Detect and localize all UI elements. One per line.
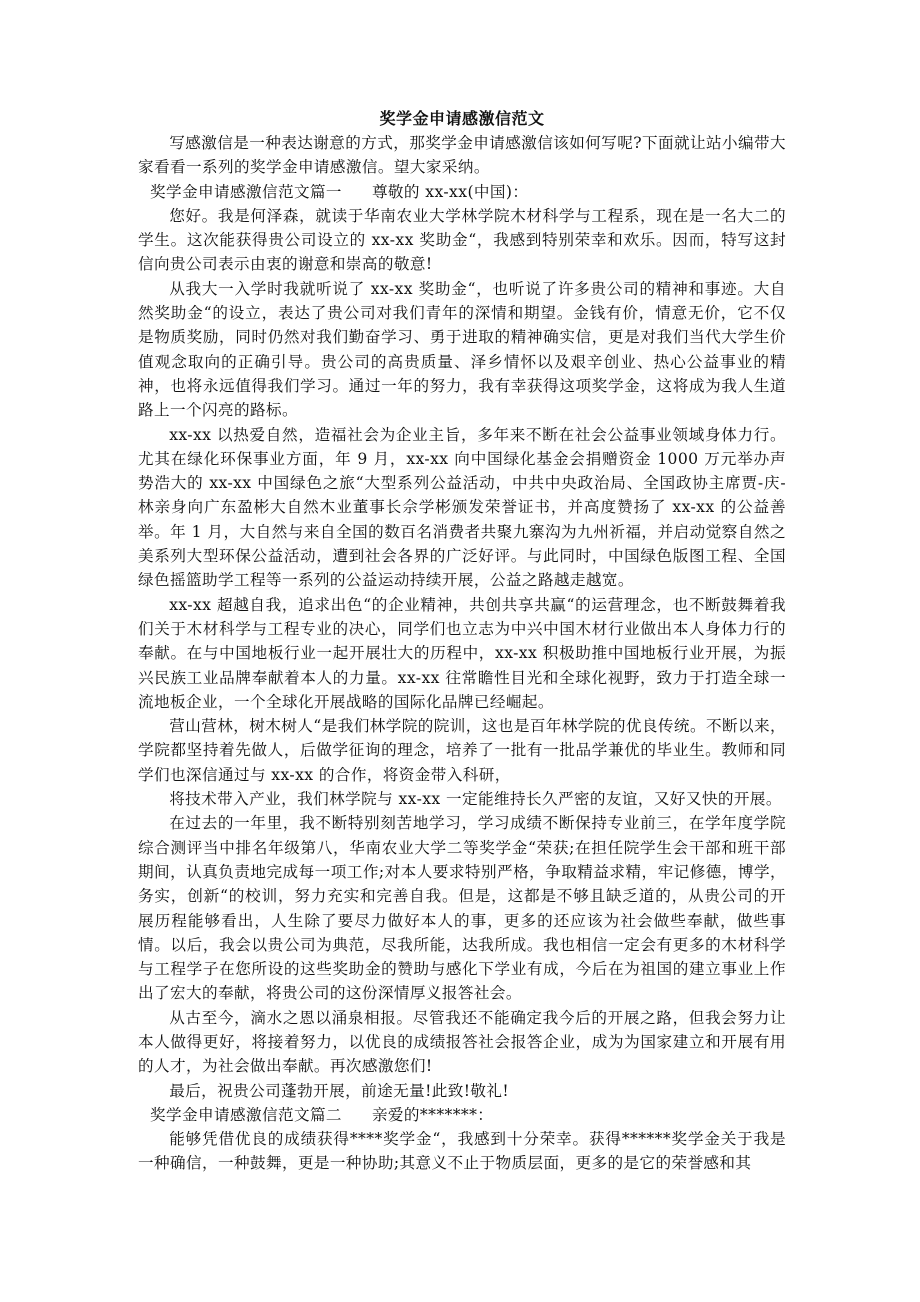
body-paragraph: xx-xx 以热爱自然，造福社会为企业主旨，多年来不断在社会公益事业领域身体力行。尤其在绿化环保事业方面，年 9 月，xx-xx 向中国绿化基金会捐赠资金 1000 万元举办声势浩大的 xx-xx 中国绿色之旅“大型系列公益活动，中共中央政治局、全国政协主席贾-庆-林亲身向广东盈彬大自然木业董事长佘学彬颁发荣誉证书，并高度赞扬了 xx-xx 的公益善举。年 1 月，大自然与来自全国的数百名消费者共聚九寨沟为九州祈福，并启动觉察自然之美系列大型环保公益活动，遭到社会各界的广泛好评。与此同时，中国绿色版图工程、全国绿色摇篮助学工程等一系列的公益运动持续开展，公益之路越走越宽。 [138, 425, 786, 590]
section-heading-2 [138, 1103, 786, 1127]
body-paragraph: 能够凭借优良的成绩获得****奖学金“，我感到十分荣幸。获得******奖学金关于我是一种确信，一种鼓舞，更是一种协助;其意义不止于物质层面，更多的是它的荣誉感和其 [138, 1130, 786, 1173]
body-paragraph: xx-xx 超越自我，追求出色“的企业精神，共创共享共赢“的运营理念，也不断鼓舞着我们关于木材科学与工程专业的决心，同学们也立志为中兴中国木材行业做出本人身体力行的奉献。在与中国地板行业一起开展壮大的历程中，xx-xx 积极助推中国地板行业开展，为振兴民族工业品牌奉献着本人的力量。xx-xx 往常瞻性目光和全球化视野，致力于打造全球一流地板企业，一个全球化开展战略的国际化品牌已经崛起。 [138, 595, 786, 711]
closing-paragraph: 最后，祝贵公司蓬勃开展，前途无量!此致!敬礼! [169, 1081, 510, 1100]
salutation-2: 亲爱的*******： [371, 1105, 494, 1124]
document-title: 奖学金申请感激信范文 [379, 109, 545, 128]
section-heading-1 [138, 180, 786, 204]
document-page [138, 107, 786, 1176]
body-paragraph: 从我大一入学时我就听说了 xx-xx 奖助金“，也听说了许多贵公司的精神和事迹。大自然奖助金“的设立，表达了贵公司对我们青年的深情和期望。金钱有价，情意无价，它不仅是物质奖励，同时仍然对我们勤奋学习、勇于进取的精神确实信，更是对我们当代大学生价值观念取向的正确引导。贵公司的高贵质量、泽乡情怀以及艰辛创业、热心公益事业的精神，也将永远值得我们学习。通过一年的努力，我有幸获得这项奖学金，这将成为我人生道路上一个闪亮的路标。 [138, 279, 786, 420]
body-paragraph: 在过去的一年里，我不断特别刻苦地学习，学习成绩不断保持专业前三，在学年度学院综合测评当中排名年级第八，华南农业大学二等奖学金“荣获;在担任院学生会干部和班干部期间，认真负责地完成每一项工作;对本人要求特别严格，争取精益求精，牢记修德，博学，务实，创新“的校训，努力充实和完善自我。但是，这都是不够且缺乏道的，从贵公司的开展历程能够看出，人生除了要尽力做好本人的事，更多的还应该为社会做些奉献，做些事情。以后，我会以贵公司为典范，尽我所能，达我所成。我也相信一定会有更多的木材科学与工程学子在您所设的这些奖助金的赞助与感化下学业有成，今后在为祖国的建立事业上作出了宏大的奉献，将贵公司的这份深情厚义报答社会。 [138, 814, 786, 1003]
intro-paragraph: 写感激信是一种表达谢意的方式，那奖学金申请感激信该如何写呢?下面就让站小编带大家看看一系列的奖学金申请感激信。望大家采纳。 [138, 134, 786, 177]
section-label-2: 奖学金申请感激信范文篇二 [150, 1105, 342, 1124]
body-paragraph: 您好。我是何泽森，就读于华南农业大学林学院木材科学与工程系，现在是一名大二的学生。这次能获得贵公司设立的 xx-xx 奖助金“，我感到特别荣幸和欢乐。因而，特写这封信向贵公司表示由衷的谢意和崇高的敬意! [138, 206, 786, 274]
salutation-1: 尊敬的 xx-xx(中国)： [371, 182, 529, 201]
body-paragraph: 营山营林，树木树人“是我们林学院的院训，这也是百年林学院的优良传统。不断以来，学院都坚持着先做人，后做学征询的理念，培养了一批有一批品学兼优的毕业生。教师和同学们也深信通过与 xx-xx 的合作，将资金带入科研， [138, 717, 786, 784]
body-paragraph: 将技术带入产业，我们林学院与 xx-xx 一定能维持长久严密的友谊，又好又快的开展。 [169, 790, 782, 809]
section-label-1: 奖学金申请感激信范文篇一 [150, 182, 342, 201]
body-paragraph: 从古至今，滴水之恩以涌泉相报。尽管我还不能确定我今后的开展之路，但我会努力让本人做得更好，将接着努力，以优良的成绩报答社会报答企业，成为为国家建立和开展有用的人才，为社会做出奉献。再次感激您们! [138, 1008, 786, 1076]
